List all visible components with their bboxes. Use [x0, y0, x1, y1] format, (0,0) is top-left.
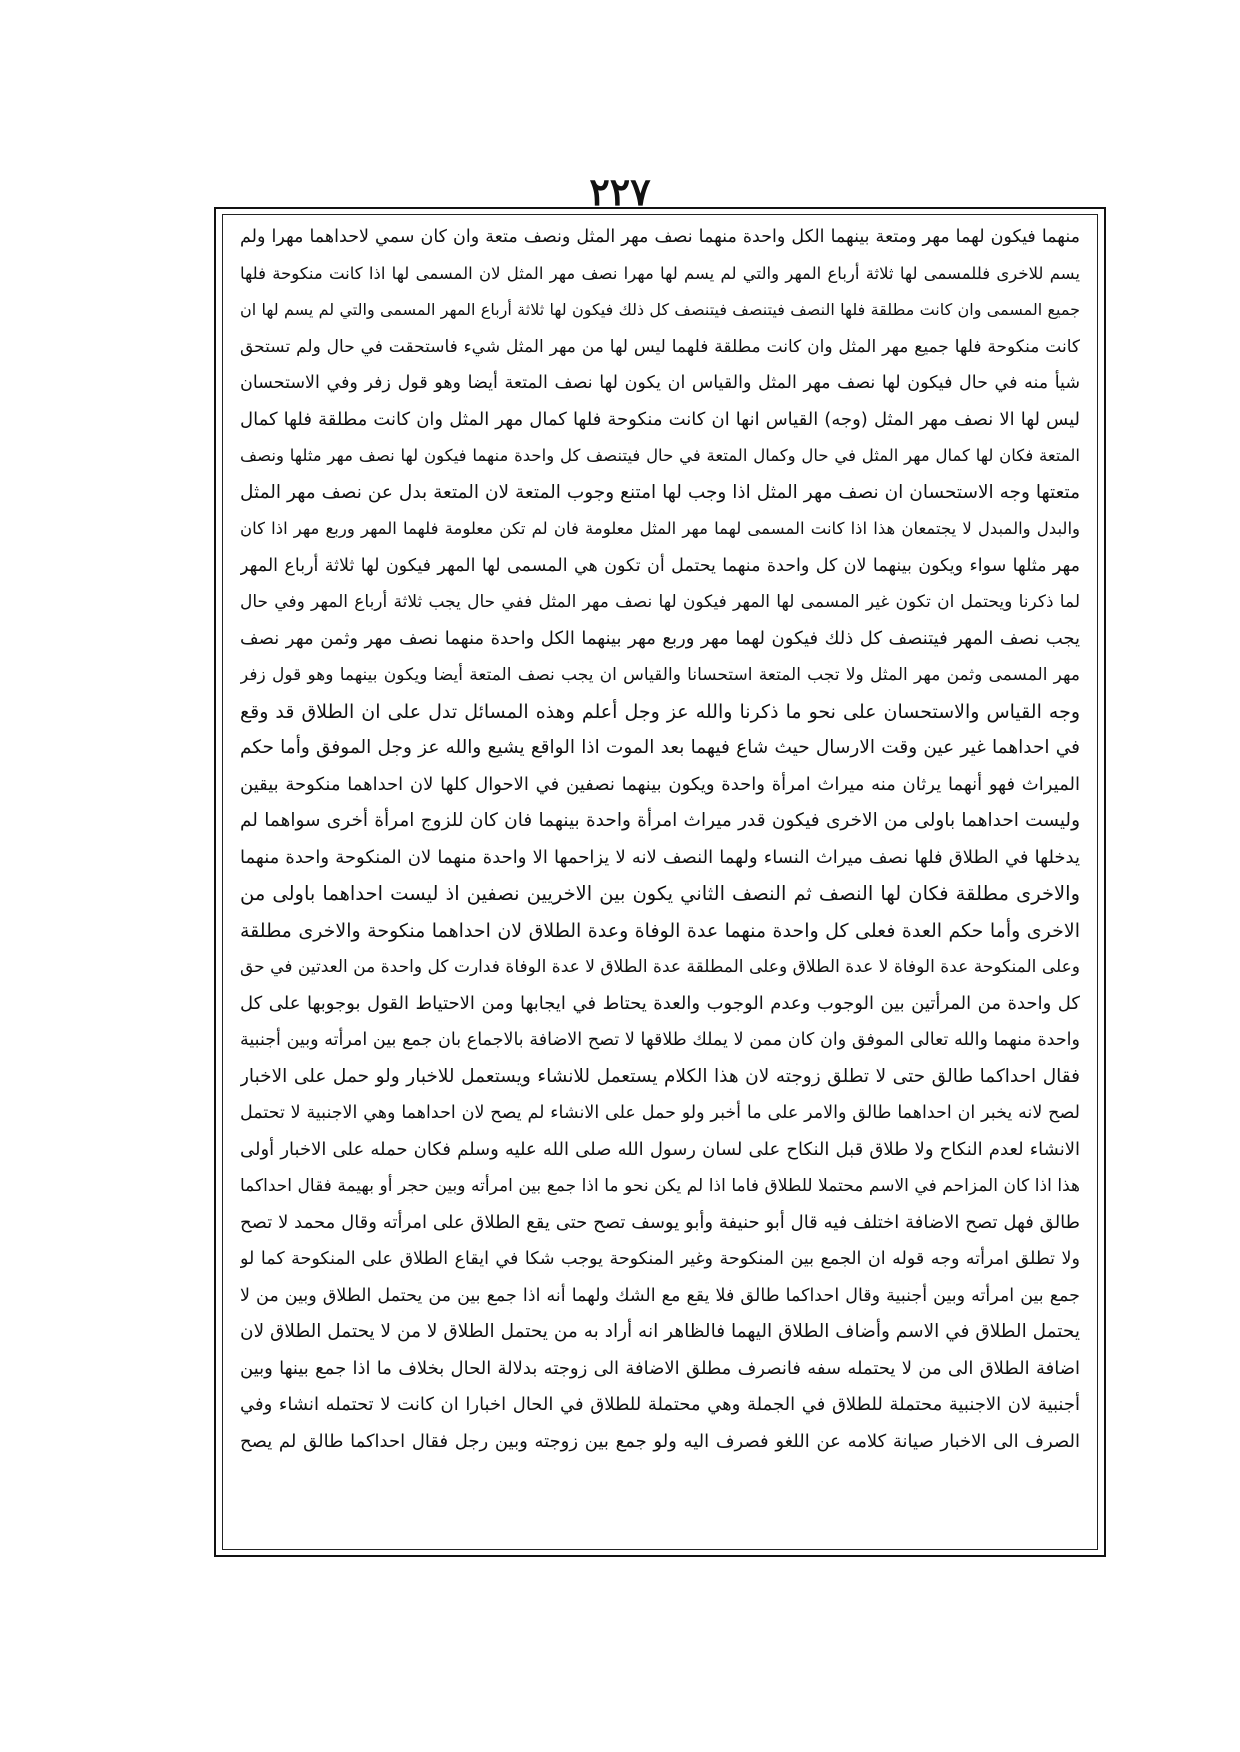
text-body	[240, 219, 1080, 1460]
text-line: والاخرى مطلقة فكان لها النصف ثم النصف الثاني يكون بين الاخريين نصفين اذ ليست احداهما باولى من	[240, 882, 1080, 905]
text-line: والبدل والمبدل لا يجتمعان هذا اذا كانت المسمى لهما مهر المثل معلومة فان لم تكن معلومة فلهما المهر وربع مهر اذا كان	[240, 519, 1080, 538]
text-line: وعلى المنكوحة عدة الوفاة لا عدة الطلاق وعلى المطلقة عدة الطلاق لا عدة الوفاة فدارت كل واحدة من العدتين في حق	[240, 957, 1080, 977]
text-line: أجنبية لان الاجنبية محتملة للطلاق في الجملة وهي محتملة للطلاق في الحال اخبارا ان كانت لا تحتمله انشاء وفي	[240, 1394, 1080, 1415]
text-line: الانشاء لعدم النكاح ولا طلاق قبل النكاح على لسان رسول الله صلى الله عليه وسلم فكان حمله على الاخبار أولى	[240, 1138, 1080, 1160]
text-line: ولا تطلق امرأته وجه قوله ان الجمع بين المنكوحة وغير المنكوحة يوجب شكا في ايقاع الطلاق على المنكوحة كما لو	[240, 1249, 1080, 1269]
text-line: وجه القياس والاستحسان على نحو ما ذكرنا والله عز وجل أعلم وهذه المسائل تدل على ان الطلاق قد وقع	[240, 700, 1080, 723]
text-line: الميراث فهو أنهما يرثان منه ميراث امرأة واحدة ويكون بينهما نصفين في الاحوال كلها لان احداهما منكوحة بيقين	[240, 773, 1080, 795]
text-line: واحدة منهما والله تعالى الموفق وان كان ممن لا يملك طلاقها لا تصح الاضافة بالاجماع بان جمع بين امرأته وبين أجنبية	[240, 1030, 1080, 1050]
text-line: ليس لها الا نصف مهر المثل (وجه) القياس انها ان كانت منكوحة فلها كمال مهر المثل وان كانت مطلقة فلها كمال	[240, 408, 1080, 430]
text-line: جميع المسمى وان كانت مطلقة فلها النصف فيتنصف فيتنصف كل ذلك فيكون لها ثلاثة أرباع المهر المسمى والتي لم يسم لها ان	[240, 300, 1080, 319]
text-line: يجب نصف المهر فيتنصف كل ذلك فيكون لهما مهر وربع مهر بينهما الكل واحدة منهما نصف مهر وثمن مهر نصف	[240, 627, 1080, 649]
page-frame	[214, 207, 1106, 1557]
text-line: يسم للاخرى فللمسمى لها ثلاثة أرباع المهر والتي لم يسم لها مهرا نصف مهر المثل لان المسمى لها اذا كانت منكوحة فلها	[240, 263, 1080, 283]
text-line: المتعة فكان لها كمال مهر المثل في حال وكمال المتعة في حال فيتنصف كل واحدة منهما فيكون لها نصف مهر مثلها ونصف	[240, 446, 1080, 465]
text-line: لما ذكرنا ويحتمل ان تكون غير المسمى لها المهر فيكون لها نصف مهر المثل ففي حال يجب ثلاثة أرباع المهر وفي حال	[240, 592, 1080, 612]
text-line: اضافة الطلاق الى من لا يحتمله سفه فانصرف مطلق الاضافة الى زوجته بدلالة الحال بخلاف ما اذا جمع بينها وبين	[240, 1357, 1080, 1379]
text-line: وليست احداهما باولى من الاخرى فيكون قدر ميراث امرأة واحدة بينهما فان كان للزوج امرأة أخرى سواهما لم	[240, 810, 1080, 831]
text-line: منهما فيكون لهما مهر ومتعة بينهما الكل واحدة منهما نصف مهر المثل ونصف متعة وان كان سمي لاحداهما مهرا ولم	[240, 227, 1080, 247]
text-line: متعتها وجه الاستحسان ان نصف مهر المثل اذا وجب لها امتنع وجوب المتعة لان المتعة بدل عن نصف مهر المثل	[240, 481, 1080, 503]
page-number: ٢٢٧	[589, 169, 651, 214]
text-line: فقال احداكما طالق حتى لا تطلق زوجته لان هذا الكلام يستعمل للانشاء ويستعمل للاخبار ولو حمل على الاخبار	[240, 1065, 1080, 1087]
text-line: لصح لانه يخبر ان احداهما طالق والامر على ما أخبر ولو حمل على الانشاء لم يصح لان احداهما وهي الاجنبية لا تحتمل	[240, 1103, 1080, 1123]
text-line: جمع بين امرأته وبين أجنبية وقال احداكما طالق فلا يقع مع الشك ولهما أنه اذا جمع بين من يحتمل الطلاق وبين من لا	[240, 1285, 1080, 1306]
text-line: يدخلها في الطلاق فلها نصف ميراث النساء ولهما النصف لانه لا يزاحمها الا واحدة منهما لان المنكوحة واحدة منهما	[240, 846, 1080, 868]
text-line: كل واحدة من المرأتين بين الوجوب وعدم الوجوب والعدة يحتاط في ايجابها ومن الاحتياط القول بوجوبها على كل	[240, 992, 1080, 1014]
text-line: الصرف الى الاخبار صيانة كلامه عن اللغو فصرف اليه ولو جمع بين زوجته وبين رجل فقال احداكما طالق لم يصح	[240, 1430, 1080, 1452]
text-line: الاخرى وأما حكم العدة فعلى كل واحدة منهما عدة الوفاة وعدة الطلاق لان احداهما منكوحة والاخرى مطلقة	[240, 919, 1080, 942]
text-line: طالق فهل تصح الاضافة اختلف فيه قال أبو حنيفة وأبو يوسف تصح حتى يقع الطلاق على امرأته وقال محمد لا تصح	[240, 1211, 1080, 1233]
text-line: مهر مثلها سواء ويكون بينهما لان كل واحدة منهما يحتمل أن تكون هي المسمى لها المهر فيكون لها ثلاثة أرباع المهر	[240, 555, 1080, 576]
text-line: شيأ منه في حال فيكون لها نصف مهر المثل والقياس ان يكون لها نصف المتعة أيضا وهو قول زفر وفي الاستحسان	[240, 373, 1080, 393]
text-line: في احداهما غير عين وقت الارسال حيث شاع فيهما بعد الموت اذا الواقع يشيع والله عز وجل الموفق وأما حكم	[240, 737, 1080, 758]
text-line: مهر المسمى وثمن مهر المثل ولا تجب المتعة استحسانا والقياس ان يجب نصف المتعة أيضا ويكون بينهما وهو قول زفر	[240, 665, 1080, 685]
text-line: كانت منكوحة فلها جميع مهر المثل وان كانت مطلقة فلهما ليس لها من مهر المثل شيء فاستحقت في حال ولم تستحق	[240, 336, 1080, 357]
text-line: هذا اذا كان المزاحم في الاسم محتملا للطلاق فاما اذا لم يكن نحو ما اذا جمع بين امرأته وبين حجر أو بهيمة فقال احداكما	[240, 1176, 1080, 1196]
text-line: يحتمل الطلاق في الاسم وأضاف الطلاق اليهما فالظاهر انه أراد به من يحتمل الطلاق لا من لا يحتمل الطلاق لان	[240, 1321, 1080, 1342]
